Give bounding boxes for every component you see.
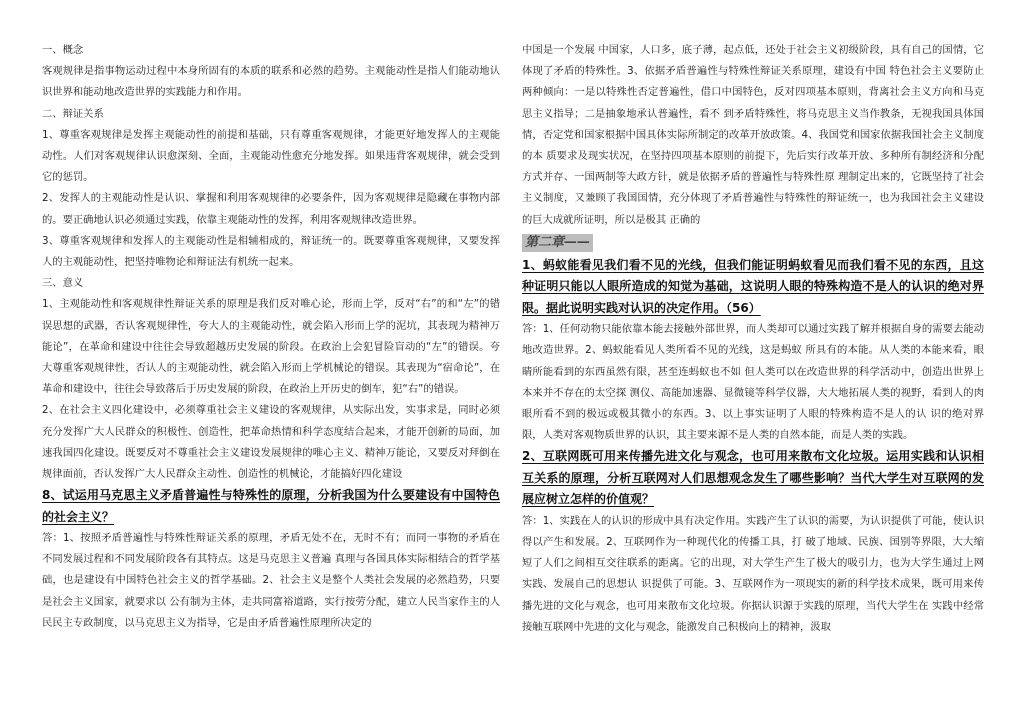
chapter-heading-label: 第二章—— — [522, 234, 593, 252]
left-paragraph: 1、主观能动性和客观规律性辩证关系的原理是我们反对唯心论，形而上学，反对“右”的和“左”的错误思想的武器，否认客观规律性，夸大人的主观能动性，就会陷入形而上学的泥坑，其表现为精神万能论”，在革命和建设中往往会导致超越历史发展的阶段。在政治上会犯冒险盲动的“左”的错误。夸大尊重客观规律性，否认人的主观能动性，就会陷入形而上学机械论的错误。其表现为“宿命论”，在革命和建设中，往往会导致落后于历史发展的阶段，在政治上开历史的倒车，犯“右”的错误。 — [42, 298, 500, 396]
right-paragraph: 答：1、任何动物只能依靠本能去接触外部世界，而人类却可以通过实践了解并根据自身的需要去能动地改造世界。2、蚂蚁能看见人类所看不见的光线，这是蚂蚁 所具有的本能。从人类的本能来看，眼睛所能看到的东西虽然有限，甚至连蚂蚁也不如 但人类可以在改造世界的科学活动中，创造出世界上本来并不存在的太空探 测仪、高能加速器、显微镜等科学仪器，大大地拓展人类的视野，看到人的肉眼所看不到的极远或极其微小的东西。3、以上事实证明了人眼的特殊构造不是人的认 识的绝对界限，人类对客观物质世界的认识，其主要来源不是人类的自然本能，而是人类的实践。 — [522, 323, 984, 442]
left-paragraph: 一、概念 — [42, 44, 84, 56]
left-paragraph: 2、发挥人的主观能动性是认识、掌握和利用客观规律的必要条件，因为客观规律是隐藏在事物内部的。要正确地认识必须通过实践，依靠主观能动性的发挥，利用客观规律改造世界。 — [42, 192, 500, 226]
left-question-heading: 8、试运用马克思主义矛盾普遍性与特殊性的原理，分析我国为什么要建设有中国特色的社会主义？ — [42, 488, 500, 524]
right-paragraph: 中国是一个发展 中国家，人口多，底子薄，起点低，还处于社会主义初级阶段，具有自己的国情，它体现了矛盾的特殊性。3、依据矛盾普遍性与特殊性辩证关系原理，建设有中国 特色社会主义要防止两种倾向：一是以特殊性否定普遍性，借口中国特色，反对四项基本原则，背离社会主义方向和马克思主义指导；二是抽象地承认普遍性，看不 到矛盾特殊性，将马克思主义当作教条，无视我国具体国情，否定党和国家根据中国具体实际所制定的改革开放政策。4、我国党和国家依据我国社会主义制度的本 质要求及现实状况，在坚持四项基本原则的前提下，先后实行改革开放、多种所有制经济和分配方式并存、一国两制等大政方针，就是依据矛盾的普遍性与特殊性原 理制定出来的，它既坚持了社会主义制度，又兼顾了我国国情，充分体现了矛盾普遍性与特殊性的辩证统一，也为我国社会主义建设的巨大成就所证明，所以是极其 正确的 — [522, 44, 984, 226]
right-paragraph: 答：1、实践在人的认识的形成中具有决定作用。实践产生了认识的需要，为认识提供了可能，使认识得以产生和发展。2、互联网作为一种现代化的传播工具，打 破了地域、民族、国别等界限，大大缩短了人们之间相互交往联系的距离。它的出现，对大学生产生了极大的吸引力，也为大学生通过上网实践、发展自己的思想认 识提供了可能。3、互联网作为一项现实的新的科学技术成果，既可用来传播先进的文化与观念，也可用来散布文化垃圾。你据认识源于实践的原理，当代大学生在 实践中经常接触互联网中先进的文化与观念，能激发自己积极向上的精神，汲取 — [522, 514, 984, 633]
left-paragraph: 三、意义 — [42, 277, 84, 290]
left-paragraph: 客观规律是指事物运动过程中本身所固有的本质的联系和必然的趋势。主观能动性是指人们能动地认识世界和能动地改造世界的实践能力和作用。 — [42, 65, 500, 99]
left-paragraph: 1、尊重客观规律是发挥主观能动性的前提和基础，只有尊重客观规律，才能更好地发挥人的主观能动性。人们对客观规律认识愈深刻、全面，主观能动性愈充分地发挥。如果违背客观规律，就会受到它的惩罚。 — [42, 128, 500, 184]
right-question-heading: 2、互联网既可用来传播先进文化与观念，也可用来散布文化垃圾。运用实践和认识相互关系的原理，分析互联网对人们思想观念发生了哪些影响？当代大学生对互联网的发展应树立怎样的价值观？ — [522, 449, 984, 507]
chapter-heading — [522, 233, 984, 254]
left-paragraph: 二、辩证关系 — [42, 107, 104, 120]
left-paragraph: 答：1、按照矛盾普遍性与特殊性辩证关系的原理，矛盾无处不在，无时不有；而同一事物的矛盾在不同发展过程和不同发展阶段各有其特点。这是马克思主义普遍 真理与各国具体实际相结合的哲学基础，也是建设有中国特色社会主义的哲学基础。2、社会主义是整个人类社会发展的必然趋势，只要是社会主义国家，就要求以 公有制为主体，走共同富裕道路，实行按劳分配，建立人民当家作主的人民民主专政制度，以马克思主义为指导，它是由矛盾普遍性原理所决定的 — [42, 532, 500, 629]
right-column — [522, 40, 984, 638]
right-question-heading: 1、蚂蚁能看见我们看不见的光线，但我们能证明蚂蚁看见而我们看不见的东西，且这种证明只能以人眼所造成的知觉为基础，这说明人眼的特殊构造不是人的认识的绝对界限。据此说明实践对认识的决定作用。（56） — [522, 258, 984, 315]
left-column — [42, 40, 500, 634]
left-paragraph: 2、在社会主义四化建设中，必须尊重社会主义建设的客观规律，从实际出发，实事求是，同时必须充分发挥广大人民群众的积极性、创造性，把革命热情和科学态度结合起来，才能开创新的局面，加速我国四化建设。既要反对不尊重社会主义建设发展规律的唯心主义、精神万能论，又要反对拜倒在规律面前，否认发挥广大人民群众主动性、创造性的机械论，才能搞好四化建设 — [42, 404, 500, 481]
left-paragraph: 3、尊重客观规律和发挥人的主观能动性是相辅相成的，辩证统一的。既要尊重客观规律，又要发挥人的主观能动性，把坚持唯物论和辩证法有机统一起来。 — [42, 234, 500, 269]
